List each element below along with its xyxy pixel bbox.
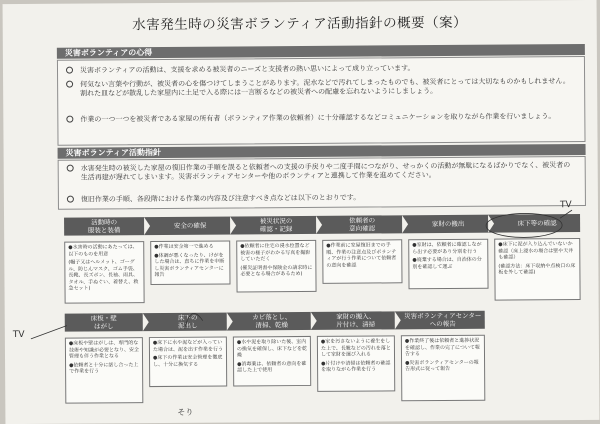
flow-step: カビ落とし、 清掃、乾燥 [252,313,292,330]
page-title: 水害発生時の災害ボランティア活動指針の概要（案） [132,14,468,34]
flow-step: 家財の搬出 [431,219,465,229]
section-box-mindset [57,56,586,146]
bullet-item: 復旧作業の手順、各段階における作業の内容及び注意すべき点などは以下のとおりです。 [67,192,575,205]
hand-drawn-line [31,326,67,339]
section-heading-guidelines: 災害ボランティア活動指針 [58,144,586,159]
step-detail-card: ●床板や壁はがしは、専門的な技術や知識が必要となり、安全管理も伴う作業となる ●依頼者と十分に話し合った上で作業を行う [65,337,143,404]
flow-step: 依頼者の 意向確認 [349,216,376,233]
step-detail-card: ●水害時の活動にあたっては、以下のものを用意 (帽子又はヘルメット、ゴーグル、防じんマスク、ゴム手袋、長靴、長ズボン、長袖、雨具、タオル、手ぬぐい、着替え、救急セット) [64,241,144,304]
section-box-guidelines [58,156,586,210]
bullet-item: 作業の一つ一つを被災者である家屋の所有者（ボランティア作業の依頼者）に十分確認するなどコミュニケーションを取りながら作業を行いましょう。 [66,112,574,125]
flow-step: 活動時の 服装と装備 [87,218,121,235]
circle-bullet-icon [66,116,73,123]
flow-step: 床下等の確認 [517,219,557,228]
bullet-item: 災害ボランティアの活動は、支援を求める被災者のニーズと支援者の熱い思いによって成り立っています。 [66,63,574,76]
flow-step: 安全の確保 [173,221,207,230]
circle-bullet-icon [67,165,74,172]
circle-bullet-icon [67,196,74,203]
flow-step: 被災状況の 確認・記録 [259,217,293,234]
section-heading-mindset: 災害ボランティアの心得 [57,44,585,59]
handwritten-note-tv: TV [559,200,572,211]
process-flow-row-1 [64,214,580,236]
step-detail-card: ●床下に泥が入り込んでいないか確認（床上浸水の場合は壁や天井も確認） (確認方法：床下収納や点検口の床板を外して確認) [494,238,580,301]
step-detail-card: ●水や泥を取り除いた後、室内の換気を確保し、床下などを乾燥 ●消毒薬は、依頼者の意向を確認した上で使用 [233,336,311,387]
bullet-item: 水害発生時の被災した家屋の復旧作業の手順を誤ると依頼者への支援の手戻りや二度手間につながり、せっかくの活動が無駄になるばかりでなく、被災者の生活再建が遅れてしまいます。災害ボランティアセンターや他のボランティアと連携して作業を進めてください。 [67,161,575,183]
handwritten-note-tv: TV [12,329,25,341]
step-detail-card: ●床下に水や泥などが入っていた場合は、泥を出す作業を行う ●床下の作業は安全管理を徹底し、十分に換気する [149,337,227,388]
step-detail-card: ●作業終了後は依頼者と進捗状況を確認し、作業の完了について報告する ●災害ボランティアセンターの報告形式に従って報告 [401,335,485,402]
circle-bullet-icon [66,67,73,74]
flow-step: 家財の搬入、 片付け、清掃 [336,312,376,329]
flow-step: 床下の 泥出し [177,313,198,330]
handwritten-note: そり [177,407,194,417]
circle-bullet-icon [66,81,73,88]
step-detail-card: ●依頼者に住宅の浸水位置など被害の様子がわかる写真を撮影していただく (罹災証明書や保険金の請求時に必要となる場合があるため) [236,240,316,293]
bullet-item: 何気ない言葉や行動が、被災者の心を傷つけてしまうことがあります。泥水などで汚れてしまったものでも、被災者にとっては大切なものかもしれません。割れた皿などが散乱した家屋内に土足で入る際には一言断るなどの被災者への配慮を忘れないようにしましょう。 [66,77,574,99]
step-detail-card: ●作業前に家屋復旧までの手順、作業の注意点及びボランティアが行う作業について依頼者の意向を確認 [322,239,402,284]
step-detail-card: ●家を汚さないように養生をした上で、長靴などの汚れを落として家財を運び入れる ●片付けや清掃は依頼者の確認を取りながら作業を行う [317,335,395,392]
flow-step: 災害ボランティアセンター への報告 [404,311,482,329]
process-flow-row-2 [65,311,485,332]
step-detail-card: ●家財は、依頼者に確認しながら出す必要があり分別を行う ●廃棄する場合は、自治体の分別を確認して運ぶ [408,239,488,290]
document-page [3,0,600,424]
flow-step: 床板・壁 はがし [90,314,117,331]
step-detail-card: ●作業は安全第一で進める ●体調が悪くなったり、けがをした場合は、直ちに作業を中断し災害ボランティアセンターに報告 [150,240,230,285]
